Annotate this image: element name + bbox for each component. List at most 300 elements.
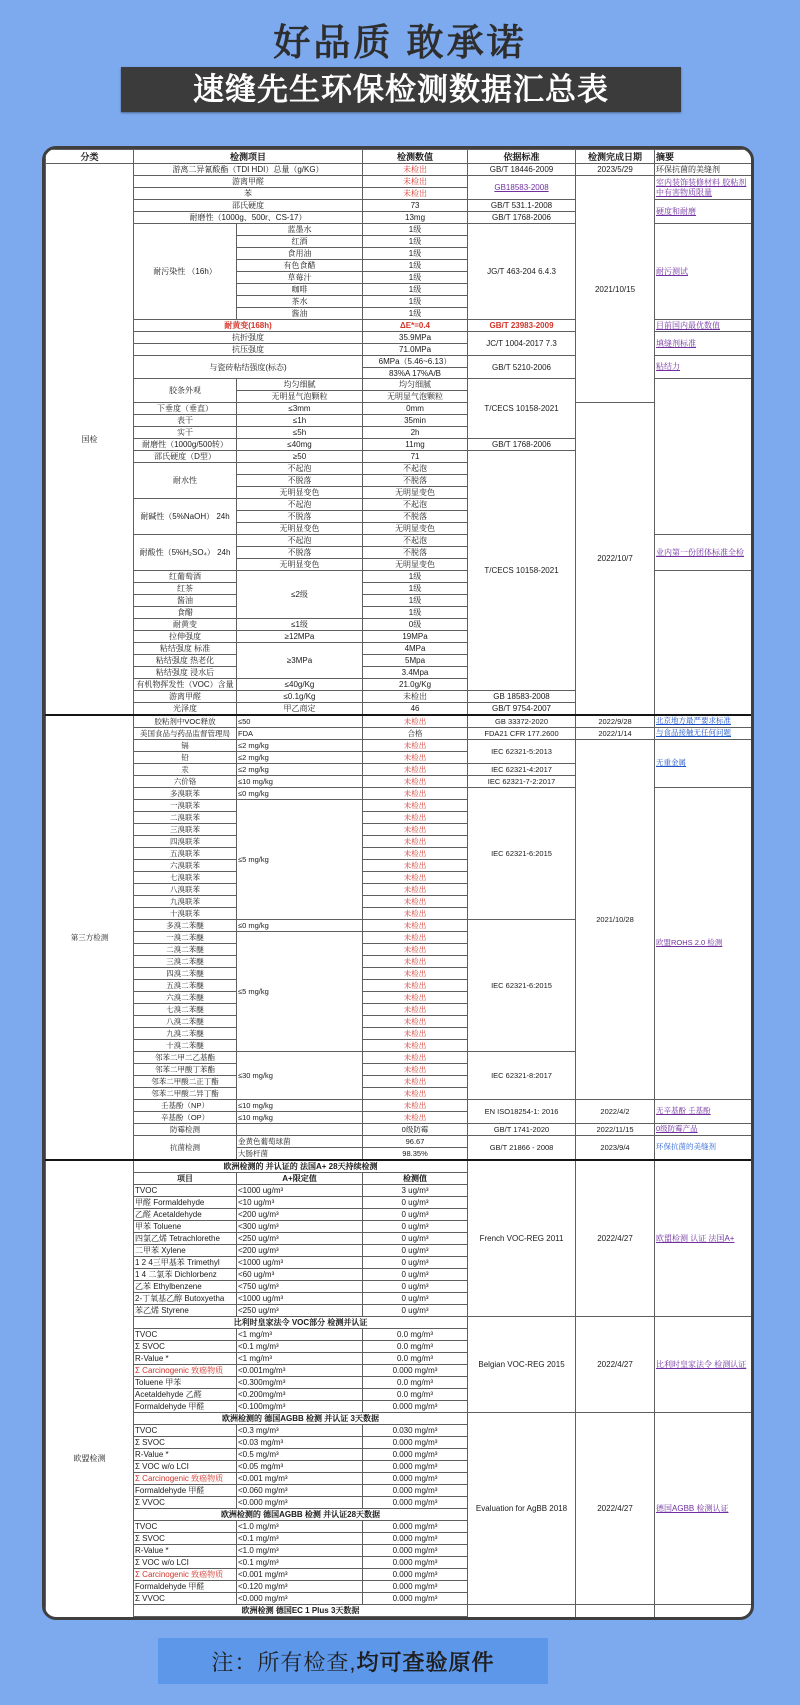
table-cell: <0.000 mg/m³ bbox=[237, 1593, 363, 1605]
table-cell: FDA bbox=[237, 728, 363, 740]
table-cell: 未检出 bbox=[363, 884, 468, 896]
table-cell: 有机物挥发性（VOC）含量 bbox=[134, 679, 237, 691]
table-cell: 0.000 mg/m³ bbox=[363, 1461, 468, 1473]
table-cell: IEC 62321-8:2017 bbox=[468, 1052, 576, 1100]
table-cell: 甲乙商定 bbox=[237, 703, 363, 716]
table-cell: 2022/4/27 bbox=[576, 1413, 655, 1605]
table-cell: 1级 bbox=[363, 248, 468, 260]
table-cell: 2022/4/2 bbox=[576, 1100, 655, 1124]
table-cell bbox=[655, 571, 752, 716]
table-cell: <60 ug/m³ bbox=[237, 1269, 363, 1281]
table-cell: <0.120 mg/m³ bbox=[237, 1581, 363, 1593]
table-cell: 2022/11/15 bbox=[576, 1124, 655, 1136]
table-cell: 邻苯二甲二乙基酯 bbox=[134, 1052, 237, 1064]
table-cell: 耐黄变 bbox=[134, 619, 237, 631]
table-cell: 1级 bbox=[363, 224, 468, 236]
table-cell: 未检出 bbox=[363, 176, 468, 188]
table-cell: <250 ug/m³ bbox=[237, 1233, 363, 1245]
table-cell: <0.1 mg/m³ bbox=[237, 1557, 363, 1569]
table-cell: 未检出 bbox=[363, 1016, 468, 1028]
table-cell: 无明显变色 bbox=[237, 487, 363, 499]
table-cell: French VOC-REG 2011 bbox=[468, 1160, 576, 1317]
table-cell: 未检出 bbox=[363, 908, 468, 920]
table-cell: 0 ug/m³ bbox=[363, 1269, 468, 1281]
table-cell: 二溴联苯 bbox=[134, 812, 237, 824]
table-cell: ≤0 mg/kg bbox=[237, 788, 363, 800]
table-cell: 四溴联苯 bbox=[134, 836, 237, 848]
table-cell: 六价铬 bbox=[134, 776, 237, 788]
table-cell: 胶粘剂中VOC释放 bbox=[134, 715, 237, 728]
table-cell: 耐碱性（5%NaOH） 24h bbox=[134, 499, 237, 535]
table-cell: 未检出 bbox=[363, 980, 468, 992]
table-cell: ≤10 mg/kg bbox=[237, 776, 363, 788]
table-cell: 未检出 bbox=[363, 836, 468, 848]
table-cell: 实干 bbox=[134, 427, 237, 439]
table-cell: 合格 bbox=[363, 728, 468, 740]
table-cell: ≤5 mg/kg bbox=[237, 800, 363, 920]
table-cell: 未检出 bbox=[363, 188, 468, 200]
table-cell: T/CECS 10158-2021 bbox=[468, 451, 576, 691]
table-cell: 未检出 bbox=[363, 992, 468, 1004]
table-cell: 九溴联苯 bbox=[134, 896, 237, 908]
table-cell: 无明显变色 bbox=[363, 523, 468, 535]
table-cell: 0.000 mg/m³ bbox=[363, 1521, 468, 1533]
note-link[interactable]: 比利时皇家法令 检测认证 bbox=[655, 1317, 752, 1413]
table-cell: 未检出 bbox=[363, 776, 468, 788]
table-cell: 耐污染性 （16h） bbox=[134, 224, 237, 320]
table-cell: 拉伸强度 bbox=[134, 631, 237, 643]
table-cell: 0.000 mg/m³ bbox=[363, 1473, 468, 1485]
table-cell: 2022/9/28 bbox=[576, 715, 655, 728]
table-cell: 35min bbox=[363, 415, 468, 427]
table-cell: 食醋 bbox=[134, 607, 237, 619]
table-cell: 均匀细腻 bbox=[237, 379, 363, 391]
table-cell: 4MPa bbox=[363, 643, 468, 655]
table-cell: 邻苯二甲酸二异丁酯 bbox=[134, 1088, 237, 1100]
table-cell bbox=[576, 1605, 655, 1621]
table-cell: 有色食醋 bbox=[237, 260, 363, 272]
table-cell: 无明显气泡颗粒 bbox=[363, 391, 468, 403]
table-cell: Toluene 甲苯 bbox=[134, 1377, 237, 1389]
table-cell: 2023/5/29 bbox=[576, 164, 655, 176]
table-cell: 不起泡 bbox=[363, 463, 468, 475]
table-cell: 0级防霉 bbox=[363, 1124, 468, 1136]
test-summary-table bbox=[45, 149, 752, 1620]
table-cell: 汞 bbox=[134, 764, 237, 776]
table-cell: ≤2 mg/kg bbox=[237, 752, 363, 764]
category-cell: 欧盟检测 bbox=[46, 1160, 134, 1620]
table-cell bbox=[237, 1617, 363, 1621]
table-cell: 71 bbox=[363, 451, 468, 463]
table-cell: 不起泡 bbox=[363, 535, 468, 547]
table-cell: TVOC bbox=[134, 1425, 237, 1437]
table-cell: ≤5h bbox=[237, 427, 363, 439]
table-cell: GB/T 5210-2006 bbox=[468, 356, 576, 379]
table-cell bbox=[134, 1617, 237, 1621]
table-cell: 2022/10/7 bbox=[576, 403, 655, 716]
note-link[interactable]: 填缝剂标准 bbox=[655, 332, 752, 356]
table-cell: 铅 bbox=[134, 752, 237, 764]
note-link[interactable]: 耐污测试 bbox=[655, 224, 752, 320]
table-cell: 欧洲检测的 德国AGBB 检测 并认证 3天数据 bbox=[134, 1413, 468, 1425]
table-cell: Σ SVOC bbox=[134, 1533, 237, 1545]
table-cell: 无明显变色 bbox=[363, 487, 468, 499]
note-link[interactable]: 目前国内最优数值 bbox=[655, 320, 752, 332]
table-cell: 未检出 bbox=[363, 1112, 468, 1124]
table-cell: TVOC bbox=[134, 1329, 237, 1341]
table-cell: 茶水 bbox=[237, 296, 363, 308]
table-cell: ≤3mm bbox=[237, 403, 363, 415]
table-cell: GB 33372-2020 bbox=[468, 715, 576, 728]
table-cell: ≤2 mg/kg bbox=[237, 764, 363, 776]
table-cell: 不起泡 bbox=[237, 499, 363, 511]
table-cell: 红酒 bbox=[237, 236, 363, 248]
table-cell: 无明显变色 bbox=[237, 559, 363, 571]
page-title: 速缝先生环保检测数据汇总表 bbox=[121, 67, 681, 112]
table-cell: 未检出 bbox=[363, 896, 468, 908]
table-cell: 粘结强度 热老化 bbox=[134, 655, 237, 667]
page-slogan: 好品质 敢承诺 bbox=[273, 22, 527, 63]
table-cell: GB/T 9754-2007 bbox=[468, 703, 576, 716]
table-cell: 七溴联苯 bbox=[134, 872, 237, 884]
table-cell: 甲苯 Toluene bbox=[134, 1221, 237, 1233]
table-cell: 游离甲醛 bbox=[134, 176, 363, 188]
table-cell: 未检出 bbox=[363, 752, 468, 764]
table-cell: FDA21 CFR 177.2600 bbox=[468, 728, 576, 740]
table-cell: 0.000 mg/m³ bbox=[363, 1569, 468, 1581]
table-cell: 苯乙烯 Styrene bbox=[134, 1305, 237, 1317]
table-cell: 5Mpa bbox=[363, 655, 468, 667]
table-cell: 13mg bbox=[363, 212, 468, 224]
table-cell: Σ SVOC bbox=[134, 1437, 237, 1449]
table-cell: Formaldehyde 甲醛 bbox=[134, 1401, 237, 1413]
table-cell: 未检出 bbox=[363, 1052, 468, 1064]
table-cell: 耐磨性（1000g/500转） bbox=[134, 439, 237, 451]
table-cell: Σ Carcinogenic 致癌物质 bbox=[134, 1473, 237, 1485]
table-cell: <0.200mg/m³ bbox=[237, 1389, 363, 1401]
table-cell: 未检出 bbox=[363, 1076, 468, 1088]
table-cell: 抗菌检测 bbox=[134, 1136, 237, 1161]
note-link[interactable]: 无辛基酚 壬基酚 bbox=[655, 1100, 752, 1124]
table-cell: 检测值 bbox=[363, 1173, 468, 1185]
table-cell: R-Value * bbox=[134, 1449, 237, 1461]
note-link[interactable]: 北京地方最严要求标准 bbox=[655, 715, 752, 728]
table-cell: 游离二异氰酸酯（TDI HDI）总量（g/KG） bbox=[134, 164, 363, 176]
table-cell: ≤2级 bbox=[237, 571, 363, 619]
note-link[interactable]: 粘结力 bbox=[655, 356, 752, 379]
note-link[interactable]: 与食品接触无任何问题 bbox=[655, 728, 752, 740]
table-cell: 0 ug/m³ bbox=[363, 1305, 468, 1317]
table-cell: ≤0 mg/kg bbox=[237, 920, 363, 932]
table-cell: 0 ug/m³ bbox=[363, 1281, 468, 1293]
table-cell: 检测完成日期 bbox=[576, 150, 655, 164]
table-cell: 1 4 二氯苯 Dichlorbenz bbox=[134, 1269, 237, 1281]
table-cell: 乙苯 Ethylbenzene bbox=[134, 1281, 237, 1293]
note-link[interactable] bbox=[655, 1605, 752, 1621]
table-cell: 均匀细腻 bbox=[363, 379, 468, 391]
table-cell: 红葡萄酒 bbox=[134, 571, 237, 583]
table-cell: 未检出 bbox=[363, 824, 468, 836]
table-cell: 1级 bbox=[363, 260, 468, 272]
table-cell: 1级 bbox=[363, 308, 468, 320]
table-cell: <0.001 mg/m³ bbox=[237, 1473, 363, 1485]
table-cell: GB/T 1768-2006 bbox=[468, 212, 576, 224]
table-cell: 不脱落 bbox=[363, 475, 468, 487]
table-cell: <1.0 mg/m³ bbox=[237, 1545, 363, 1557]
table-cell: 未检出 bbox=[363, 1064, 468, 1076]
table-cell: 四溴二苯醚 bbox=[134, 968, 237, 980]
table-cell: 0级 bbox=[363, 619, 468, 631]
table-cell: 抗折强度 bbox=[134, 332, 363, 344]
table-cell: 五溴二苯醚 bbox=[134, 980, 237, 992]
table-cell: 依据标准 bbox=[468, 150, 576, 164]
note-link[interactable]: 业内第一份团体标准全检 bbox=[655, 535, 752, 571]
table-cell: 耐磨性（1000g、500r、CS-17） bbox=[134, 212, 363, 224]
table-cell: 检测数值 bbox=[363, 150, 468, 164]
table-cell: 乙醛 Acetaldehyde bbox=[134, 1209, 237, 1221]
table-cell: ≤2 mg/kg bbox=[237, 740, 363, 752]
table-cell: 项目 bbox=[134, 1173, 237, 1185]
table-cell: <200 ug/m³ bbox=[237, 1245, 363, 1257]
table-cell: 未检出 bbox=[363, 1088, 468, 1100]
table-cell: 2022/4/27 bbox=[576, 1317, 655, 1413]
category-cell: 第三方检测 bbox=[46, 715, 134, 1160]
table-cell: 0 ug/m³ bbox=[363, 1293, 468, 1305]
table-cell: 抗压强度 bbox=[134, 344, 363, 356]
table-cell bbox=[237, 1124, 363, 1136]
table-cell: 不脱落 bbox=[237, 511, 363, 523]
table-cell: 1级 bbox=[363, 607, 468, 619]
table-cell: 6MPa（5.46~6.13） bbox=[363, 356, 468, 368]
table-cell: Formaldehyde 甲醛 bbox=[134, 1581, 237, 1593]
table-cell: EN ISO18254-1: 2016 bbox=[468, 1100, 576, 1124]
table-cell: 0 ug/m³ bbox=[363, 1257, 468, 1269]
table-cell: ≤40mg bbox=[237, 439, 363, 451]
table-cell: 19MPa bbox=[363, 631, 468, 643]
table-cell: 八溴联苯 bbox=[134, 884, 237, 896]
table-cell: ≤10 mg/kg bbox=[237, 1112, 363, 1124]
table-cell: 不脱落 bbox=[237, 475, 363, 487]
table-cell: 1级 bbox=[363, 571, 468, 583]
table-cell: 多溴联苯 bbox=[134, 788, 237, 800]
table-cell: 0 ug/m³ bbox=[363, 1233, 468, 1245]
table-cell: <0.001mg/m³ bbox=[237, 1365, 363, 1377]
table-cell: 0 ug/m³ bbox=[363, 1221, 468, 1233]
table-cell: 邵氏硬度 bbox=[134, 200, 363, 212]
table-cell: 粘结强度 标准 bbox=[134, 643, 237, 655]
table-cell: Formaldehyde 甲醛 bbox=[134, 1485, 237, 1497]
table-cell: 四氯乙烯 Tetrachlorethe bbox=[134, 1233, 237, 1245]
table-cell: IEC 62321-7-2:2017 bbox=[468, 776, 576, 788]
table-cell: R-Value * bbox=[134, 1545, 237, 1557]
table-cell bbox=[363, 1617, 468, 1621]
note-link[interactable]: 德国AGBB 检测认证 bbox=[655, 1413, 752, 1605]
note-link[interactable]: 0级防霉产品 bbox=[655, 1124, 752, 1136]
table-cell: 草莓汁 bbox=[237, 272, 363, 284]
table-cell: 0mm bbox=[363, 403, 468, 415]
table-cell: 大肠杆菌 bbox=[237, 1148, 363, 1161]
table-cell: 未检出 bbox=[363, 968, 468, 980]
table-cell: 46 bbox=[363, 703, 468, 716]
table-cell: 无明显气泡颗粒 bbox=[237, 391, 363, 403]
table-cell: 1级 bbox=[363, 236, 468, 248]
table-cell: Σ Carcinogenic 致癌物质 bbox=[134, 1569, 237, 1581]
table-cell: ≤0.1g/Kg bbox=[237, 691, 363, 703]
table-cell: <0.05 mg/m³ bbox=[237, 1461, 363, 1473]
table-cell: GB/T 531.1-2008 bbox=[468, 200, 576, 212]
table-cell: Acetaldehyde 乙醛 bbox=[134, 1389, 237, 1401]
table-cell: 粘结强度 浸水后 bbox=[134, 667, 237, 679]
table-cell: 蓝墨水 bbox=[237, 224, 363, 236]
table-cell: <0.3 mg/m³ bbox=[237, 1425, 363, 1437]
table-cell: 五溴联苯 bbox=[134, 848, 237, 860]
table-cell: 未检出 bbox=[363, 848, 468, 860]
table-cell: 不起泡 bbox=[237, 463, 363, 475]
table-cell: 未检出 bbox=[363, 1100, 468, 1112]
table-cell: Σ VOC w/o LCI bbox=[134, 1461, 237, 1473]
table-cell: 未检出 bbox=[363, 691, 468, 703]
table-cell: 0.0 mg/m³ bbox=[363, 1341, 468, 1353]
table-cell: <250 ug/m³ bbox=[237, 1305, 363, 1317]
footer-note bbox=[158, 1638, 548, 1684]
table-cell: 防霉检测 bbox=[134, 1124, 237, 1136]
table-cell: <0.060 mg/m³ bbox=[237, 1485, 363, 1497]
table-cell: <1000 ug/m³ bbox=[237, 1185, 363, 1197]
table-cell: 未检出 bbox=[363, 956, 468, 968]
table-cell: Evaluation for AgBB 2018 bbox=[468, 1413, 576, 1605]
table-cell: 九溴二苯醚 bbox=[134, 1028, 237, 1040]
table-cell: 表干 bbox=[134, 415, 237, 427]
table-cell: Σ Carcinogenic 致癌物质 bbox=[134, 1365, 237, 1377]
table-cell: 七溴二苯醚 bbox=[134, 1004, 237, 1016]
table-cell: 耐酸性（5%H₂SO₄） 24h bbox=[134, 535, 237, 571]
table-cell: ≥12MPa bbox=[237, 631, 363, 643]
table-cell: 不起泡 bbox=[237, 535, 363, 547]
table-cell: 金黄色葡萄球菌 bbox=[237, 1136, 363, 1148]
table-cell: 八溴二苯醚 bbox=[134, 1016, 237, 1028]
table-cell: 酱油 bbox=[237, 308, 363, 320]
table-cell: 光泽度 bbox=[134, 703, 237, 716]
table-cell: <0.300mg/m³ bbox=[237, 1377, 363, 1389]
table-cell: 未检出 bbox=[363, 872, 468, 884]
table-cell: 未检出 bbox=[363, 788, 468, 800]
table-cell: <10 ug/m³ bbox=[237, 1197, 363, 1209]
table-cell: 0.0 mg/m³ bbox=[363, 1353, 468, 1365]
table-cell: 未检出 bbox=[363, 715, 468, 728]
note-link[interactable]: 无重金属 bbox=[655, 740, 752, 788]
table-cell: 0.030 mg/m³ bbox=[363, 1425, 468, 1437]
table-cell: 游离甲醛 bbox=[134, 691, 237, 703]
table-cell: 0.000 mg/m³ bbox=[363, 1437, 468, 1449]
table-cell: GB/T 1741-2020 bbox=[468, 1124, 576, 1136]
table-cell: 耐黄变(168h) bbox=[134, 320, 363, 332]
table-cell: 83%A 17%A/B bbox=[363, 368, 468, 379]
table-cell: ≤50 bbox=[237, 715, 363, 728]
table-cell bbox=[468, 1605, 576, 1621]
note-link[interactable]: 室内装饰装修材料 胶粘剂中有害物质限量 bbox=[655, 176, 752, 200]
table-cell: 辛基酚（OP） bbox=[134, 1112, 237, 1124]
table-cell: 0.0 mg/m³ bbox=[363, 1377, 468, 1389]
table-cell: 0.0 mg/m³ bbox=[363, 1329, 468, 1341]
table-cell: ≤40g/Kg bbox=[237, 679, 363, 691]
table-cell: IEC 62321-6:2015 bbox=[468, 788, 576, 920]
note-link[interactable]: 硬度和耐磨 bbox=[655, 200, 752, 224]
table-cell: Σ VVOC bbox=[134, 1593, 237, 1605]
table-cell: 六溴联苯 bbox=[134, 860, 237, 872]
table-cell: 环保抗菌的美缝剂 bbox=[655, 164, 752, 176]
table-cell: <1 mg/m³ bbox=[237, 1353, 363, 1365]
table-cell: <0.001 mg/m³ bbox=[237, 1569, 363, 1581]
table-cell: 96.67 bbox=[363, 1136, 468, 1148]
table-cell: 0.000 mg/m³ bbox=[363, 1545, 468, 1557]
table-cell: 耐水性 bbox=[134, 463, 237, 499]
table-cell: <750 ug/m³ bbox=[237, 1281, 363, 1293]
table-cell: 0.000 mg/m³ bbox=[363, 1533, 468, 1545]
table-cell: <0.03 mg/m³ bbox=[237, 1437, 363, 1449]
table-cell: <1.0 mg/m³ bbox=[237, 1521, 363, 1533]
table-cell: 一溴联苯 bbox=[134, 800, 237, 812]
table-cell: A+限定值 bbox=[237, 1173, 363, 1185]
table-cell: 2022/1/14 bbox=[576, 728, 655, 740]
table-cell: 0.000 mg/m³ bbox=[363, 1485, 468, 1497]
table-cell: ≥3MPa bbox=[237, 643, 363, 679]
table-cell: 苯 bbox=[134, 188, 363, 200]
table-cell: 壬基酚（NP） bbox=[134, 1100, 237, 1112]
note-link[interactable]: GB18583-2008 bbox=[468, 176, 576, 200]
table-cell: IEC 62321-5:2013 bbox=[468, 740, 576, 764]
table-cell: Σ VOC w/o LCI bbox=[134, 1557, 237, 1569]
table-cell: 欧洲检测的 德国AGBB 检测 并认证28天数据 bbox=[134, 1509, 468, 1521]
table-cell: 下垂度（垂直） bbox=[134, 403, 237, 415]
table-cell: JG/T 463-204 6.4.3 bbox=[468, 224, 576, 320]
table-cell: 未检出 bbox=[363, 1004, 468, 1016]
table-cell: 不脱落 bbox=[363, 547, 468, 559]
table-cell: 检测项目 bbox=[134, 150, 363, 164]
table-cell: 未检出 bbox=[363, 1040, 468, 1052]
table-cell: 未检出 bbox=[363, 932, 468, 944]
table-cell: <0.1 mg/m³ bbox=[237, 1533, 363, 1545]
table-cell: ≤1级 bbox=[237, 619, 363, 631]
table-cell: 0.000 mg/m³ bbox=[363, 1449, 468, 1461]
table-cell: 2021/10/15 bbox=[576, 176, 655, 403]
table-cell: 0.000 mg/m³ bbox=[363, 1401, 468, 1413]
table-cell: <0.000 mg/m³ bbox=[237, 1497, 363, 1509]
note-link[interactable]: 欧盟ROHS 2.0 检测 bbox=[655, 788, 752, 1100]
table-cell: 1级 bbox=[363, 583, 468, 595]
table-cell: <300 ug/m³ bbox=[237, 1221, 363, 1233]
table-cell: <0.1 mg/m³ bbox=[237, 1341, 363, 1353]
table-cell: 1 2 4三甲基苯 Trimethyl bbox=[134, 1257, 237, 1269]
table-cell: 未检出 bbox=[363, 164, 468, 176]
footer-note-prefix: 注：所有检查, bbox=[211, 1649, 357, 1675]
table-cell: 2022/4/27 bbox=[576, 1160, 655, 1317]
note-link[interactable]: 欧盟检测 认证 法国A+ bbox=[655, 1160, 752, 1317]
table-cell: ΔE*=0.4 bbox=[363, 320, 468, 332]
table-cell: IEC 62321-6:2015 bbox=[468, 920, 576, 1052]
table-cell: 0.000 mg/m³ bbox=[363, 1593, 468, 1605]
table-cell: 0.000 mg/m³ bbox=[363, 1581, 468, 1593]
table-cell: 十溴联苯 bbox=[134, 908, 237, 920]
table-cell: GB/T 23983-2009 bbox=[468, 320, 576, 332]
table-cell: ≥50 bbox=[237, 451, 363, 463]
table-cell: TVOC bbox=[134, 1521, 237, 1533]
table-cell: 不起泡 bbox=[363, 499, 468, 511]
table-cell: 咖啡 bbox=[237, 284, 363, 296]
table-cell: T/CECS 10158-2021 bbox=[468, 379, 576, 439]
table-cell: 六溴二苯醚 bbox=[134, 992, 237, 1004]
table-cell: 0.000 mg/m³ bbox=[363, 1497, 468, 1509]
table-cell: 71.0MPa bbox=[363, 344, 468, 356]
